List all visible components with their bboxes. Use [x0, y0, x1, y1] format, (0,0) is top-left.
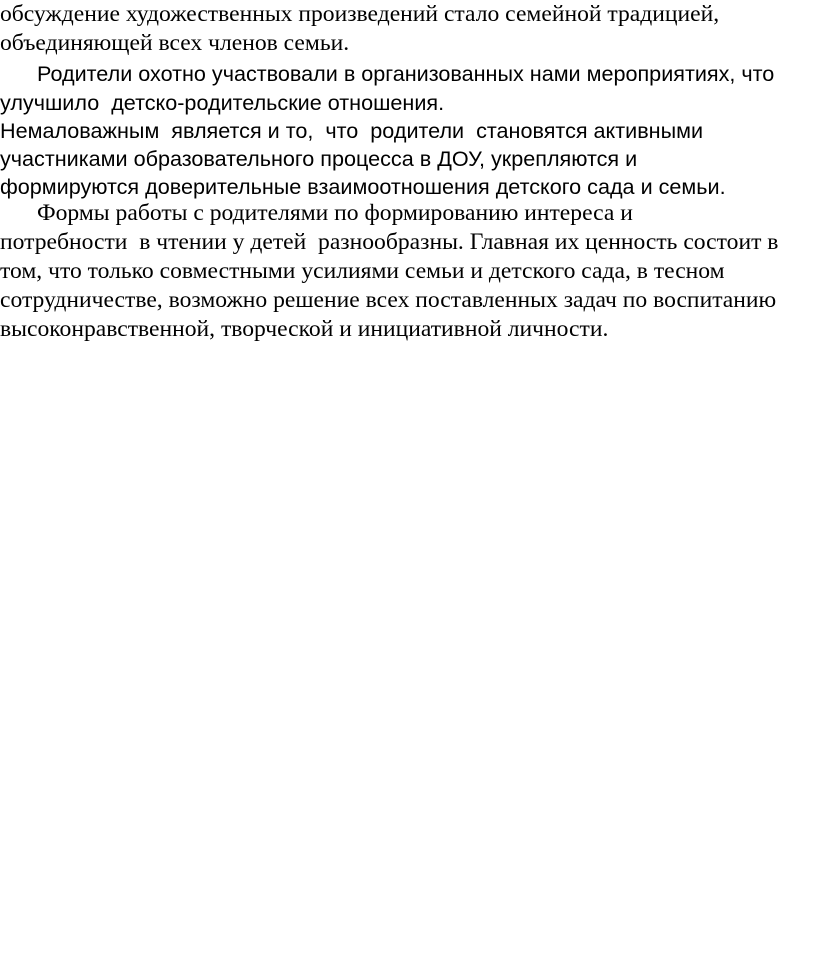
text-line-8: Формы работы с родителями по формированию интереса и	[37, 200, 633, 226]
text-line-11: сотрудничестве, возможно решение всех поставленных задач по воспитанию	[0, 287, 777, 313]
text-line-10: том, что только совместными усилиями семьи и детского сада, в тесном	[0, 258, 725, 284]
text-line-1: обсуждение художественных произведений стало семейной традицией,	[0, 1, 720, 27]
text-line-5: Немаловажным является и то, что родители становятся активными	[0, 118, 704, 143]
text-line-12: высоконравственной, творческой и инициативной личности.	[0, 316, 609, 342]
text-line-4: улучшило детско-родительские отношения.	[0, 90, 445, 115]
text-line-9: потребности в чтении у детей разнообразны. Главная их ценность состоит в	[0, 229, 779, 255]
text-line-2: объединяющей всех членов семьи.	[0, 30, 350, 56]
text-line-6: участниками образовательного процесса в ДОУ, укрепляются и	[0, 146, 638, 171]
text-line-7: формируются доверительные взаимоотношения детского сада и семьи.	[0, 174, 726, 199]
text-line-3: Родители охотно участвовали в организованных нами мероприятиях, что	[37, 61, 775, 86]
